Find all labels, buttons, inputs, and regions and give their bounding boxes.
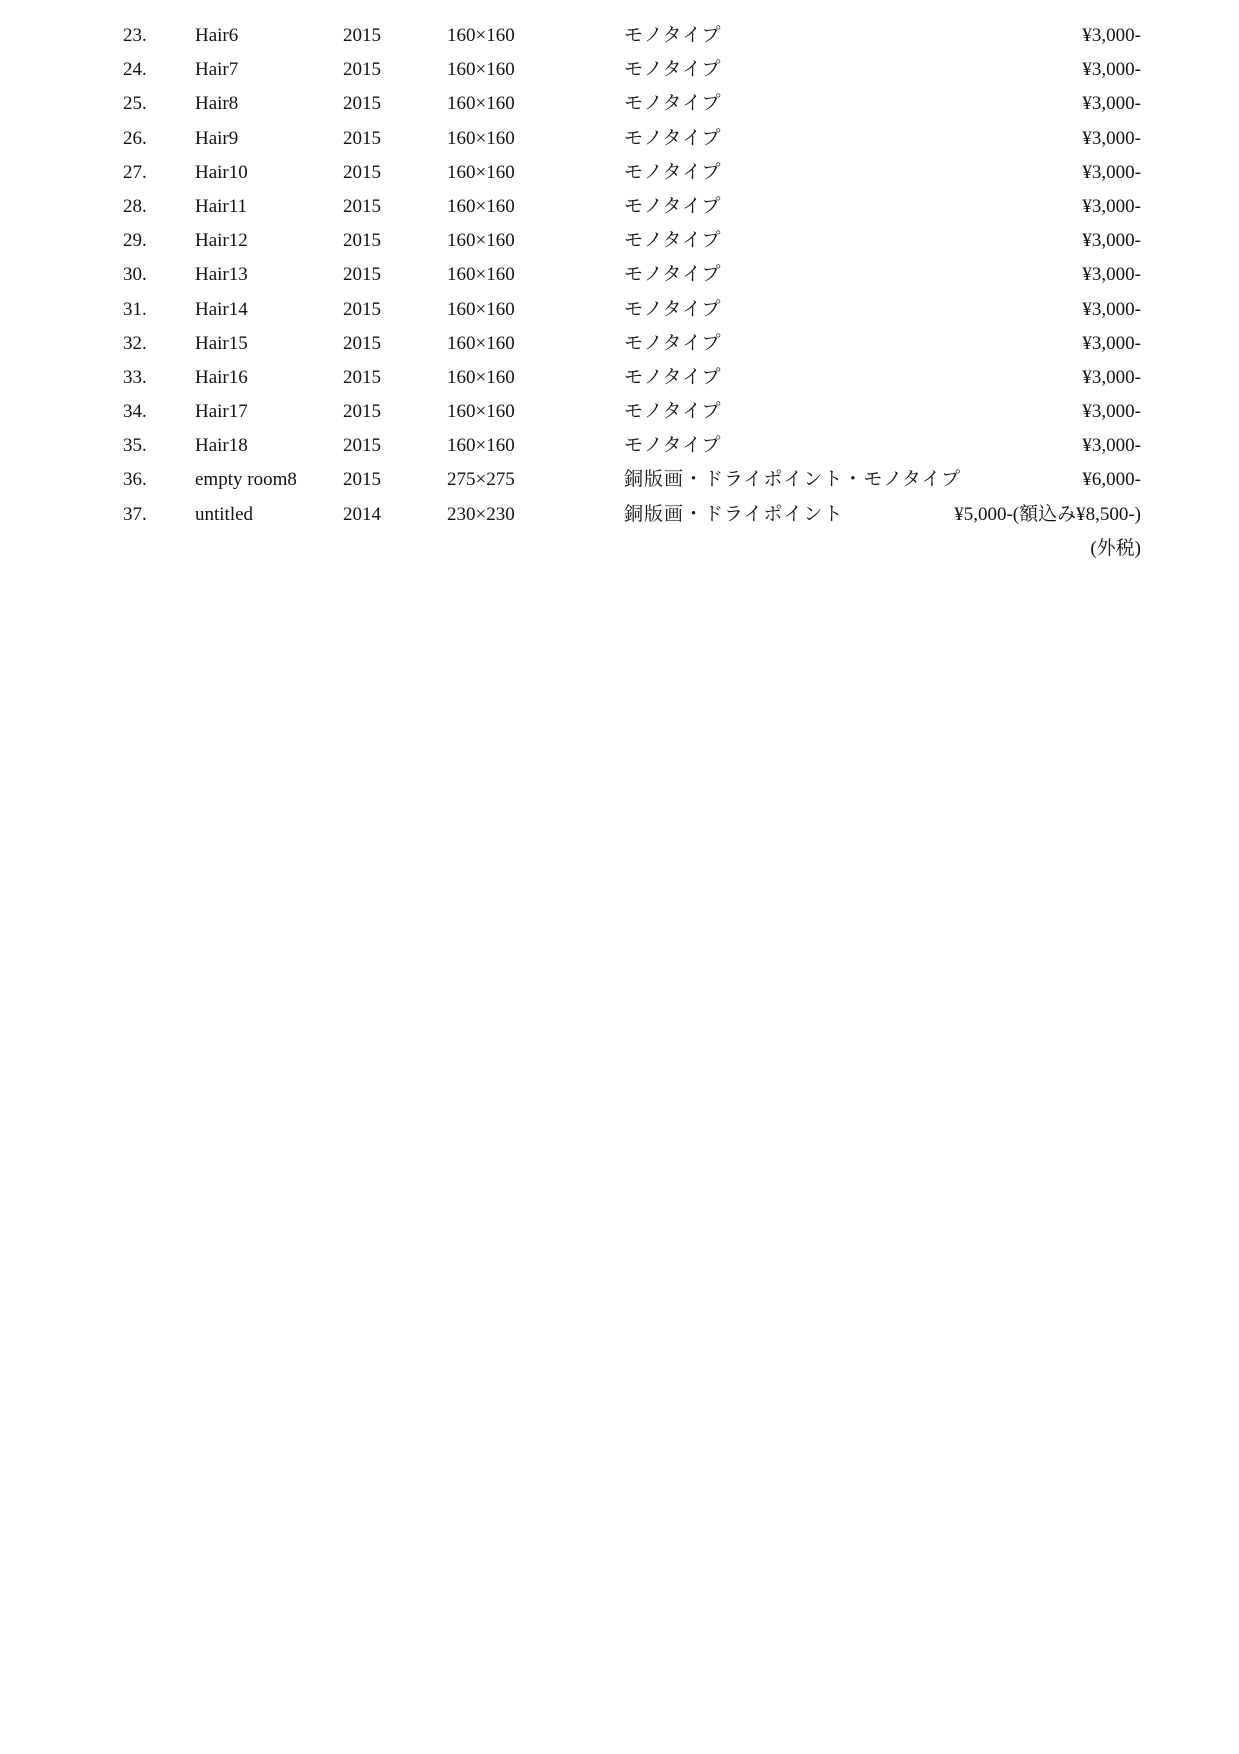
artwork-size: 160×160	[447, 195, 515, 217]
artwork-technique: モノタイプ	[624, 25, 722, 46]
artwork-price: ¥5,000-(額込み¥8,500-)	[954, 503, 1141, 525]
artwork-title: Hair17	[195, 401, 248, 423]
artwork-year: 2015	[343, 25, 381, 46]
list-item	[0, 429, 1239, 463]
list-item	[0, 53, 1239, 87]
artwork-number: 35.	[123, 435, 147, 457]
artwork-number: 37.	[123, 503, 147, 525]
artwork-technique: モノタイプ	[624, 127, 722, 149]
artwork-price: ¥3,000-	[1082, 127, 1141, 149]
artwork-title: Hair14	[195, 298, 248, 320]
artwork-price: ¥3,000-	[1082, 366, 1141, 388]
artwork-price: ¥3,000-	[1082, 161, 1141, 183]
artwork-title: untitled	[195, 503, 254, 525]
artwork-year: 2015	[343, 127, 381, 149]
artwork-price: ¥3,000-	[1082, 59, 1141, 81]
artwork-year: 2015	[343, 93, 381, 115]
artwork-size: 160×160	[447, 332, 515, 354]
artwork-technique: モノタイプ	[624, 161, 722, 183]
tax-note: (外税)	[1090, 538, 1141, 559]
artwork-size: 160×160	[447, 25, 515, 46]
artwork-number: 26.	[123, 127, 147, 149]
artwork-technique: モノタイプ	[624, 59, 722, 81]
artwork-size: 160×160	[447, 161, 515, 183]
artwork-year: 2015	[343, 435, 381, 457]
artwork-number: 25.	[123, 93, 147, 115]
artwork-title: Hair12	[195, 230, 248, 252]
artwork-price: ¥3,000-	[1082, 195, 1141, 217]
artwork-year: 2015	[343, 366, 381, 388]
artwork-technique: モノタイプ	[624, 366, 722, 388]
artwork-title: Hair16	[195, 366, 248, 388]
artwork-number: 23.	[123, 25, 147, 46]
artwork-price: ¥3,000-	[1082, 332, 1141, 354]
list-item	[0, 87, 1239, 121]
artwork-year: 2015	[343, 59, 381, 81]
artwork-title: Hair6	[195, 25, 239, 46]
artwork-size: 160×160	[447, 264, 515, 286]
artwork-number: 36.	[123, 469, 147, 491]
artwork-size: 160×160	[447, 401, 515, 423]
artwork-number: 29.	[123, 230, 147, 252]
artwork-title: Hair13	[195, 264, 248, 286]
list-item	[0, 361, 1239, 395]
artwork-technique: モノタイプ	[624, 264, 722, 286]
artwork-price: ¥3,000-	[1082, 435, 1141, 457]
list-item	[0, 156, 1239, 190]
artwork-title: Hair10	[195, 161, 248, 183]
artwork-title: Hair15	[195, 332, 248, 354]
artwork-price: ¥3,000-	[1082, 298, 1141, 320]
artwork-title: Hair7	[195, 59, 239, 81]
artwork-number: 24.	[123, 59, 147, 81]
artwork-title: Hair8	[195, 93, 239, 115]
artwork-year: 2015	[343, 332, 381, 354]
artwork-size: 160×160	[447, 366, 515, 388]
list-item	[0, 190, 1239, 224]
artwork-year: 2015	[343, 401, 381, 423]
artwork-price: ¥6,000-	[1082, 469, 1141, 491]
artwork-price: ¥3,000-	[1082, 25, 1141, 46]
list-item	[0, 327, 1239, 361]
artwork-title: Hair18	[195, 435, 248, 457]
list-item	[0, 293, 1239, 327]
artwork-price: ¥3,000-	[1082, 401, 1141, 423]
artwork-size: 160×160	[447, 127, 515, 149]
artwork-title: Hair9	[195, 127, 239, 149]
artwork-number: 31.	[123, 298, 147, 320]
artwork-size: 230×230	[447, 503, 515, 525]
list-item	[0, 19, 1239, 53]
artwork-size: 160×160	[447, 59, 515, 81]
artwork-number: 28.	[123, 195, 147, 217]
list-item	[0, 224, 1239, 258]
artwork-technique: モノタイプ	[624, 435, 722, 457]
list-item	[0, 258, 1239, 292]
list-item	[0, 395, 1239, 429]
artwork-price: ¥3,000-	[1082, 93, 1141, 115]
list-item	[0, 122, 1239, 156]
artwork-year: 2015	[343, 230, 381, 252]
artwork-size: 160×160	[447, 298, 515, 320]
artwork-number: 34.	[123, 401, 147, 423]
artwork-technique: モノタイプ	[624, 230, 722, 252]
artwork-year: 2015	[343, 264, 381, 286]
artwork-year: 2015	[343, 469, 381, 491]
artwork-number: 27.	[123, 161, 147, 183]
artwork-price: ¥3,000-	[1082, 230, 1141, 252]
artwork-list	[0, 19, 1239, 532]
artwork-size: 160×160	[447, 435, 515, 457]
artwork-year: 2015	[343, 298, 381, 320]
artwork-technique: モノタイプ	[624, 195, 722, 217]
list-item	[0, 498, 1239, 532]
list-item	[0, 463, 1239, 497]
artwork-year: 2014	[343, 503, 381, 525]
artwork-title: empty room8	[195, 469, 297, 491]
artwork-technique: モノタイプ	[624, 298, 722, 320]
artwork-title: Hair11	[195, 195, 248, 217]
artwork-technique: モノタイプ	[624, 93, 722, 115]
artwork-number: 33.	[123, 366, 147, 388]
artwork-technique: 銅版画・ドライポイント	[624, 503, 844, 525]
artwork-size: 160×160	[447, 230, 515, 252]
artwork-price: ¥3,000-	[1082, 264, 1141, 286]
artwork-technique: モノタイプ	[624, 332, 722, 354]
artwork-year: 2015	[343, 195, 381, 217]
artwork-size: 160×160	[447, 93, 515, 115]
artwork-technique: モノタイプ	[624, 401, 722, 423]
artwork-size: 275×275	[447, 469, 515, 491]
artwork-technique: 銅版画・ドライポイント・モノタイプ	[624, 469, 961, 491]
artwork-number: 30.	[123, 264, 147, 286]
artwork-number: 32.	[123, 332, 147, 354]
artwork-year: 2015	[343, 161, 381, 183]
